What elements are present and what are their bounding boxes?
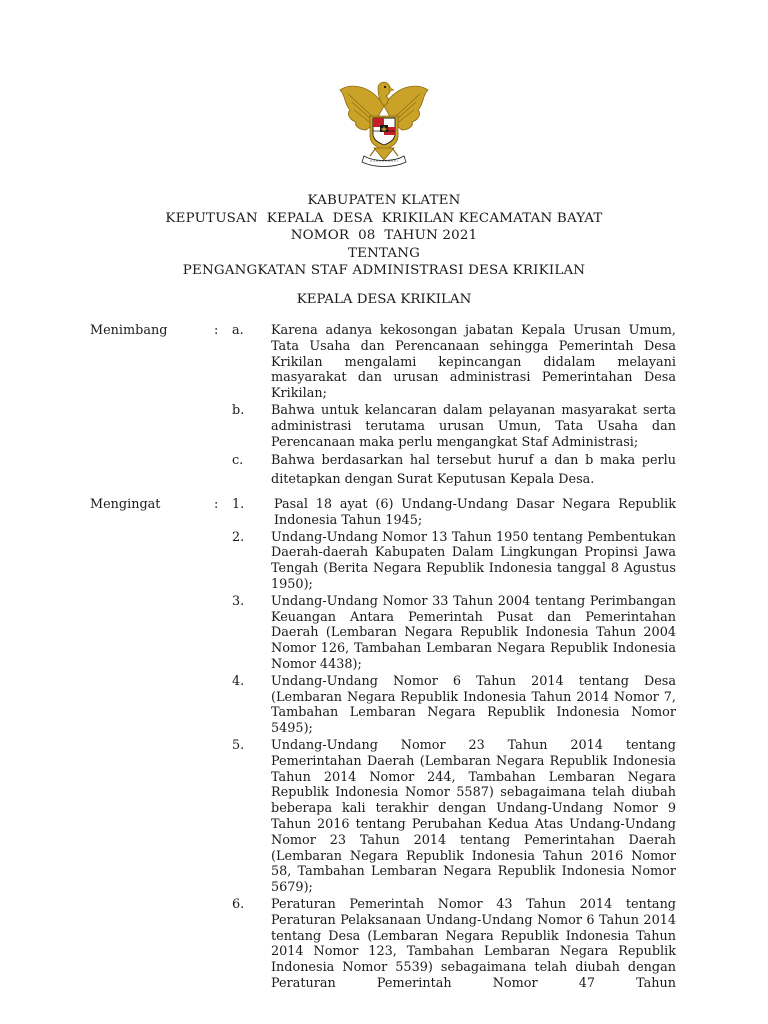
menimbang-colon: : <box>214 323 219 338</box>
heading-decree-title: KEPUTUSAN KEPALA DESA KRIKILAN KECAMATAN BAYAT <box>165 210 603 226</box>
consideration-item-c <box>90 451 676 489</box>
item-marker: 2. <box>232 529 245 545</box>
consideration-item-a <box>90 323 676 402</box>
item-text: Peraturan Pemerintah Nomor 43 Tahun 2014 tentang Peraturan Pelaksanaan Undang-Undang Nomor 6 Tahun 2014 tentang Desa (Lembaran Negara Republik Indonesia Tahun 2014 Nomor 123, Tambahan Lembaran Negara Republik Indonesia Nomor 5539) sebagaimana telah diubah dengan Peraturan Pemerintah Nomor 47 Tahun <box>271 896 676 991</box>
item-text: Undang-Undang Nomor 33 Tahun 2004 tentang Perimbangan Keuangan Antara Pemerintah Pusat dan Pemerintahan Daerah (Lembaran Negara Republik Indonesia Tahun 2004 Nomor 126, Tambahan Lembaran Negara Republik Indonesia Nomor 4438); <box>271 593 676 672</box>
item-text: Bahwa untuk kelancaran dalam pelayanan masyarakat serta administrasi terutama urusan Umun, Tata Usaha dan Perencanaan maka perlu mengangkat Staf Administrasi; <box>271 402 676 450</box>
menimbang-section <box>90 323 676 489</box>
decree-heading <box>0 192 768 280</box>
item-marker: 4. <box>232 673 245 689</box>
heading-regency: KABUPATEN KLATEN <box>307 193 461 208</box>
legal-basis-item-6 <box>90 897 676 992</box>
item-text: Undang-Undang Nomor 23 Tahun 2014 tentang Pemerintahan Daerah (Lembaran Negara Republik Indonesia Tahun 2014 Nomor 244, Tambahan Lembaran Negara Republik Indonesia Nomor 5587) sebagaimana telah diubah beberapa kali terakhir dengan Undang-Undang Nomor 9 Tahun 2016 tentang Perubahan Kedua Atas Undang-Undang Nomor 23 Tahun 2014 tentang Pemerintahan Daerah (Lembaran Negara Republik Indonesia Tahun 2016 Nomor 58, Tambahan Lembaran Negara Republik Indonesia Nomor 5679); <box>271 737 676 896</box>
mengingat-label: Mengingat <box>90 497 161 512</box>
heading-subject: PENGANGKATAN STAF ADMINISTRASI DESA KRIKILAN <box>182 263 586 278</box>
item-text: Undang-Undang Nomor 6 Tahun 2014 tentang Desa (Lembaran Negara Republik Indonesia Tahun 2014 Nomor 7, Tambahan Lembaran Negara Republik Indonesia Nomor 5495); <box>271 673 676 737</box>
official-title: KEPALA DESA KRIKILAN <box>296 292 472 307</box>
item-marker: 6. <box>232 896 245 912</box>
heading-about: TENTANG <box>347 245 421 261</box>
item-marker: 1. <box>232 497 245 512</box>
legal-basis-item-1 <box>90 497 676 529</box>
menimbang-label: Menimbang <box>90 323 168 338</box>
legal-basis-item-4 <box>90 674 676 737</box>
item-marker: c. <box>232 453 244 469</box>
consideration-item-b <box>90 403 676 450</box>
legal-basis-item-2 <box>90 530 676 593</box>
mengingat-colon: : <box>214 497 219 512</box>
mengingat-section <box>90 497 676 992</box>
item-marker: a. <box>232 323 244 338</box>
legal-basis-item-3 <box>90 594 676 673</box>
item-text: Karena adanya kekosongan jabatan Kepala Urusan Umum, Tata Usaha dan Perencanaan sehingga Pemerintah Desa Krikilan mengalami kepincangan didalam melayani masyarakat dan urusan administrasi Pemerintahan Desa Krikilan; <box>271 323 676 402</box>
item-text: Pasal 18 ayat (6) Undang-Undang Dasar Negara Republik Indonesia Tahun 1945; <box>274 497 676 528</box>
item-marker: 5. <box>232 737 245 753</box>
item-text: Bahwa berdasarkan hal tersebut huruf a dan b maka perlu ditetapkan dengan Surat Keputusan Kepala Desa. <box>271 453 676 488</box>
legal-basis-item-5 <box>90 738 676 896</box>
item-marker: b. <box>232 402 245 418</box>
heading-number: NOMOR 08 TAHUN 2021 <box>290 228 478 243</box>
item-text: Undang-Undang Nomor 13 Tahun 1950 tentang Pembentukan Daerah-daerah Kabupaten Dalam Lingkungan Propinsi Jawa Tengah (Berita Negara Republik Indonesia tanggal 8 Agustus 1950); <box>271 529 676 592</box>
item-marker: 3. <box>232 593 245 609</box>
garuda-emblem-icon <box>334 76 434 168</box>
